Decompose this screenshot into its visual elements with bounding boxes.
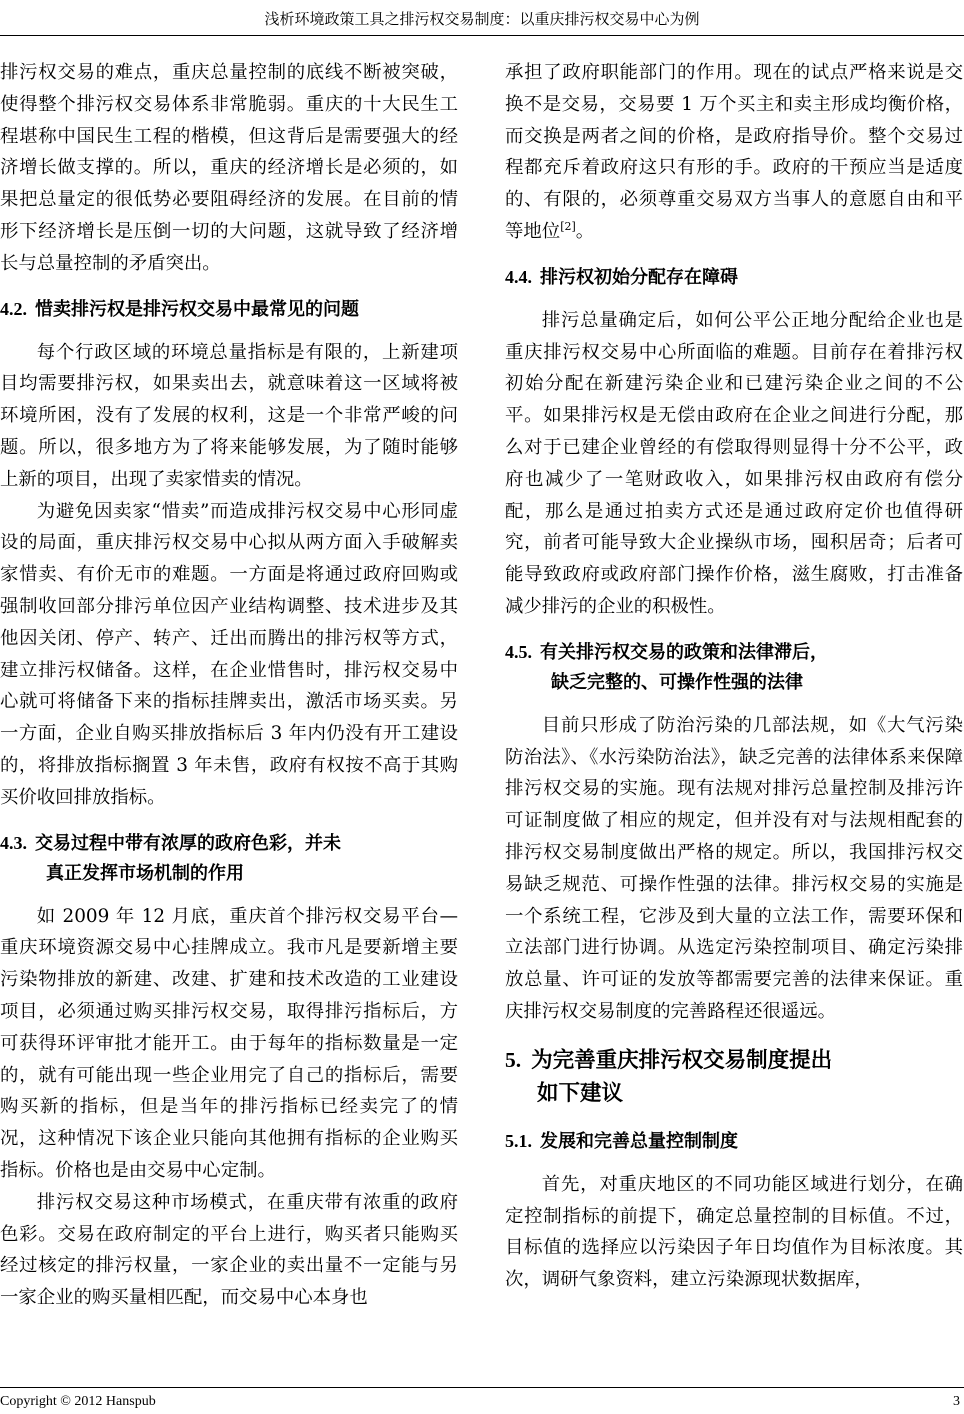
footer-rule (0, 1387, 964, 1388)
section-title-line1: 有关排污权交易的政策和法律滞后， (540, 641, 828, 663)
section-number: 4.5. (505, 641, 532, 662)
section-title-line2: 如下建议 (537, 1080, 624, 1106)
paragraph: 为避免因卖家“惜卖”而造成排污权交易中心形同虚设的局面，重庆排污权交易中心拟从两方面入手破解卖家惜卖、有价无市的难题。一方面是将通过政府回购或强制收回部分排污单位因产业结构调整、技术进步及其他因关闭、停产、转产、迁出而腾出的排污权等方式，建立排污权储备。这样，在企业惜售时，排污权交易中心就可将储备下来的指标挂牌卖出，激活市场买卖。另一方面，企业自购买排放指标后 3 年内仍没有开工建设的，将排放指标搁置 3 年未售，政府有权按不高于其购买价收回排放指标。 (0, 500, 458, 808)
section-heading-5 (505, 1044, 963, 1110)
section-number: 4.4. (505, 266, 532, 287)
copyright-notice: Copyright © 2012 Hanspub (0, 1394, 156, 1409)
section-number: 4.3. (0, 832, 27, 853)
section-number: 4.2. (0, 298, 27, 319)
section-heading-5-1 (505, 1126, 963, 1157)
left-column (0, 57, 458, 1314)
section-title: 发展和完善总量控制制度 (540, 1130, 738, 1152)
section-number: 5.1. (505, 1130, 532, 1151)
citation-ref: [2] (560, 219, 576, 233)
paragraph: 排污总量确定后，如何公平公正地分配给企业也是重庆排污权交易中心所面临的难题。目前存在着排污权初始分配在新建污染企业和已建污染企业之间的不公平。如果排污权是无偿由政府在企业之间进行分配，那么对于已建企业曾经的有偿取得则显得十分不公平，政府也减少了一笔财政收入，如果排污权由政府有偿分配，那么是通过拍卖方式还是通过政府定价也值得研究，前者可能导致大企业操纵市场，囤积居奇；后者可能导致政府或政府部门操作价格，滋生腐败，打击准备减少排污的企业的积极性。 (505, 309, 963, 617)
section-title-line1: 为完善重庆排污权交易制度提出 (531, 1047, 833, 1073)
page-number: 3 (953, 1394, 960, 1409)
section-title: 惜卖排污权是排污权交易中最常见的问题 (35, 298, 359, 320)
running-header: 浅析环境政策工具之排污权交易制度：以重庆排污权交易中心为例 (264, 10, 700, 28)
paragraph: 首先，对重庆地区的不同功能区域进行划分，在确定控制指标的前提下，确定总量控制的目标值。不过，目标值的选择应以污染因子年日均值作为目标浓度。其次，调研气象资料，建立污染源现状数据库， (505, 1173, 963, 1291)
paragraph: 排污权交易这种市场模式，在重庆带有浓重的政府色彩。交易在政府制定的平台上进行，购买者只能购买经过核定的排污权量，一家企业的卖出量不一定能与另一家企业的购买量相匹配，而交易中心本身也 (0, 1191, 458, 1309)
header-rule (0, 35, 964, 36)
right-column (505, 57, 963, 1296)
paragraph-end: 。 (575, 220, 595, 242)
section-title-line2: 真正发挥市场机制的作用 (46, 862, 244, 884)
paragraph-text: 承担了政府职能部门的作用。现在的试点严格来说是交换不是交易，交易要 1 万个买主和卖主形成均衡价格，而交换是两者之间的价格，是政府指导价。整个交易过程都充斥着政府这只有形的手。政府的干预应当是适度的、有限的，必须尊重交易双方当事人的意愿自由和平等地位 (505, 62, 963, 242)
paragraph: 目前只形成了防治污染的几部法规，如《大气污染防治法》、《水污染防治法》，缺乏完善的法律体系来保障排污权交易的实施。现有法规对排污总量控制及排污许可证制度做了相应的规定，但并没有对与法规相配套的排污权交易制度做出严格的规定。所以，我国排污权交易缺乏规范、可操作性强的法律。排污权交易的实施是一个系统工程，它涉及到大量的立法工作，需要环保和立法部门进行协调。从选定污染控制项目、确定污染排放总量、许可证的发放等都需要完善的法律来保证。重庆排污权交易制度的完善路程还很遥远。 (505, 714, 963, 1022)
section-title: 排污权初始分配存在障碍 (540, 266, 738, 288)
section-title-line2: 缺乏完整的、可操作性强的法律 (551, 671, 803, 693)
section-heading-4-5 (505, 637, 963, 698)
paragraph (505, 57, 963, 248)
section-number: 5. (505, 1047, 522, 1072)
paragraph: 如 2009 年 12 月底，重庆首个排污权交易平台—重庆环境资源交易中心挂牌成立。我市凡是要新增主要污染物排放的新建、改建、扩建和技术改造的工业建设项目，必须通过购买排污权交易，取得排污指标后，方可获得环评审批才能开工。由于每年的指标数量是一定的，就有可能出现一些企业用完了自己的指标后，需要购买新的指标，但是当年的排污指标已经卖完了的情况，这种情况下该企业只能向其他拥有指标的企业购买指标。价格也是由交易中心定制。 (0, 905, 458, 1181)
section-title-line1: 交易过程中带有浓厚的政府色彩，并未 (35, 832, 341, 854)
paragraph: 排污权交易的难点，重庆总量控制的底线不断被突破，使得整个排污权交易体系非常脆弱。重庆的十大民生工程堪称中国民生工程的楷模，但这背后是需要强大的经济增长做支撑的。所以，重庆的经济增长是必须的，如果把总量定的很低势必要阻碍经济的发展。在目前的情形下经济增长是压倒一切的大问题，这就导致了经济增长与总量控制的矛盾突出。 (0, 62, 458, 274)
section-heading-4-2 (0, 294, 458, 325)
paragraph: 每个行政区域的环境总量指标是有限的，上新建项目均需要排污权，如果卖出去，就意味着这一区域将被环境所困，没有了发展的权利，这是一个非常严峻的问题。所以，很多地方为了将来能够发展，为了随时能够上新的项目，出现了卖家惜卖的情况。 (0, 341, 458, 490)
section-heading-4-4 (505, 262, 963, 293)
section-heading-4-3 (0, 828, 458, 889)
